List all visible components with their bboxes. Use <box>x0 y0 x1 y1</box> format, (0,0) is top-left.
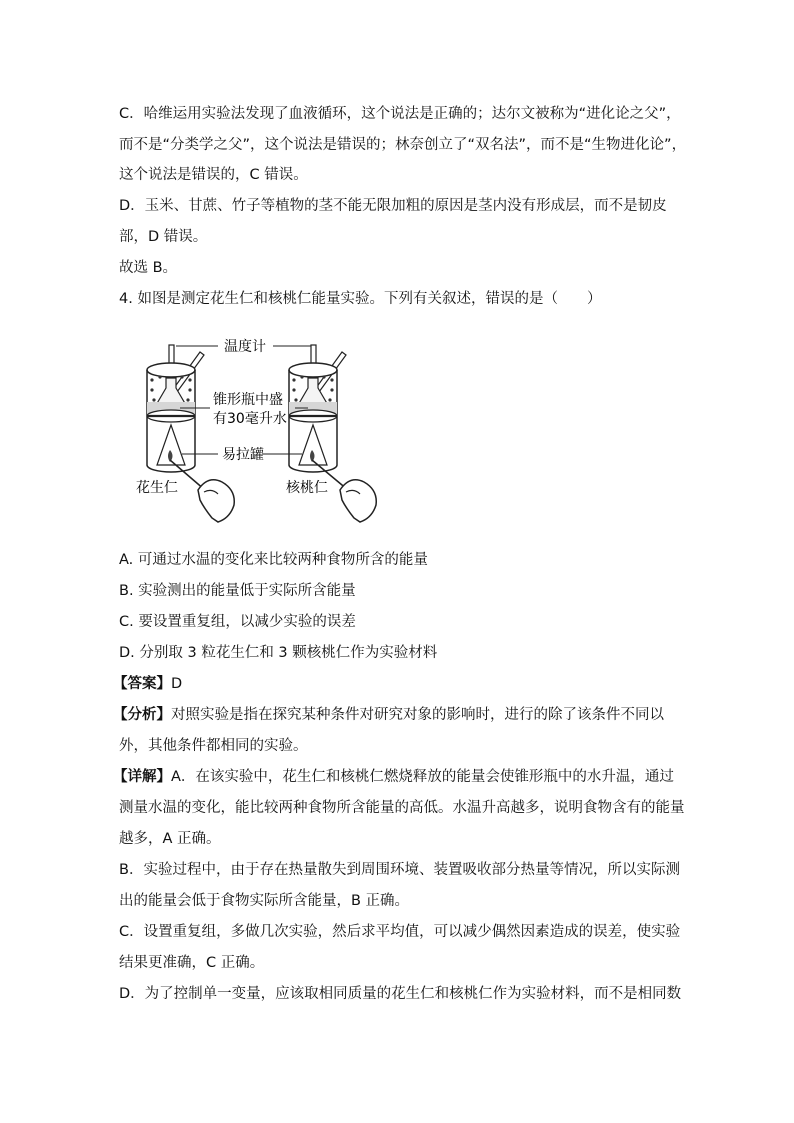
detail-line: 出的能量会低于食物实际所含能量，B 正确。 <box>119 893 410 909</box>
answer-line <box>113 674 182 694</box>
option-c: C. 要设置重复组，以减少实验的误差 <box>119 614 356 630</box>
detail-line: B．实验过程中，由于存在热量散失到周围环境、装置吸收部分热量等情况，所以实际测 <box>119 862 680 878</box>
experiment-figure <box>130 330 420 530</box>
analysis-line: 外，其他条件都相同的实验。 <box>119 738 308 754</box>
option-b: B. 实验测出的能量低于实际所含能量 <box>119 583 356 599</box>
option-d: D. 分别取 3 粒花生仁和 3 颗核桃仁作为实验材料 <box>119 645 438 661</box>
label-walnut: 核桃仁 <box>286 480 328 496</box>
text-line: D．玉米、甘蔗、竹子等植物的茎不能无限加粗的原因是茎内没有形成层，而不是韧皮 <box>119 198 667 214</box>
question-stem: 4. 如图是测定花生仁和核桃仁能量实验。下列有关叙述，错误的是（ ） <box>119 291 602 307</box>
analysis-tag: 【分析】 <box>113 707 171 723</box>
detail-line: C．设置重复组，多做几次实验，然后求平均值，可以减少偶然因素造成的误差，使实验 <box>119 924 681 940</box>
text-line: 故选 B。 <box>119 260 178 276</box>
analysis-line <box>113 705 664 725</box>
text-line: 而不是“分类学之父”，这个说法是错误的；林奈创立了“双名法”，而不是“生物进化论”， <box>119 137 687 153</box>
detail-line: 越多，A 正确。 <box>119 831 221 847</box>
label-thermometer: 温度计 <box>224 339 266 355</box>
text-line: 部，D 错误。 <box>119 229 208 245</box>
detail-text: A．在该实验中，花生仁和核桃仁燃烧释放的能量会使锥形瓶中的水升温，通过 <box>171 769 674 785</box>
detail-line <box>113 767 674 787</box>
option-a: A. 可通过水温的变化来比较两种食物所含的能量 <box>119 552 428 568</box>
text-line: 这个说法是错误的，C 错误。 <box>119 167 308 183</box>
detail-line: 测量水温的变化，能比较两种食物所含能量的高低。水温升高越多，说明食物含有的能量 <box>119 800 685 816</box>
detail-tag: 【详解】 <box>113 769 171 785</box>
answer-value: D <box>171 676 183 692</box>
analysis-text: 对照实验是指在探究某种条件对研究对象的影响时，进行的除了该条件不同以 <box>171 707 664 723</box>
detail-line: D．为了控制单一变量，应该取相同质量的花生仁和核桃仁作为实验材料，而不是相同数 <box>119 986 682 1002</box>
label-peanut: 花生仁 <box>136 480 178 496</box>
detail-line: 结果更准确，C 正确。 <box>119 955 265 971</box>
label-flask-line1: 锥形瓶中盛 <box>213 392 283 408</box>
answer-tag: 【答案】 <box>113 676 171 692</box>
label-can: 易拉罐 <box>222 447 264 463</box>
text-line: C．哈维运用实验法发现了血液循环，这个说法是正确的；达尔文被称为“进化论之父”， <box>119 106 681 122</box>
label-flask-line2: 有30毫升水 <box>213 411 287 427</box>
